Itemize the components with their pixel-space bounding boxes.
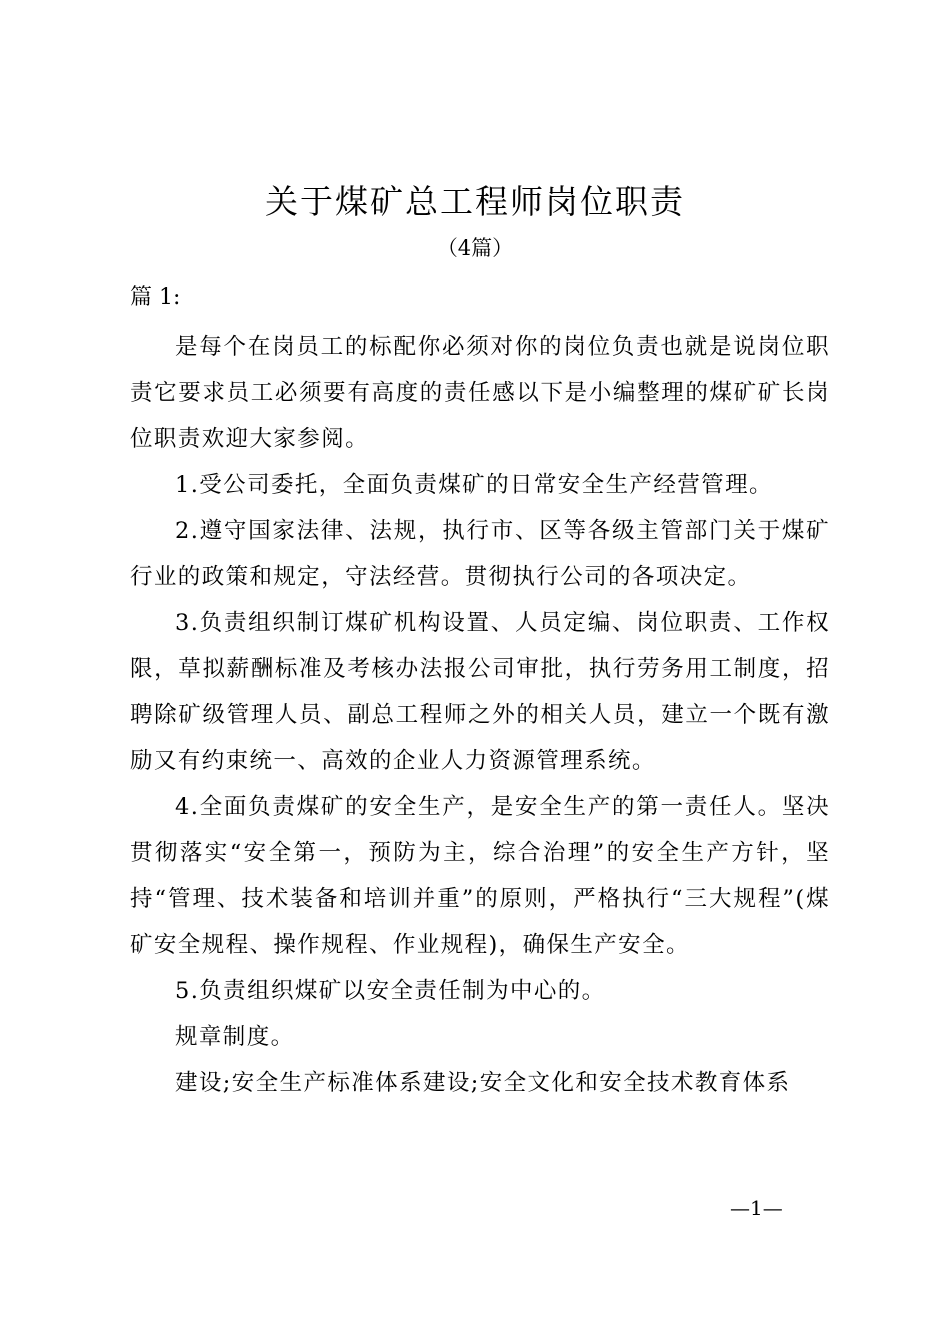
section-label: 篇 1: (130, 285, 181, 310)
paragraph-item-2: 2.遵守国家法律、法规，执行市、区等各级主管部门关于煤矿行业的政策和规定，守法经营。贯彻执行公司的各项决定。 (130, 518, 830, 590)
paragraph-intro: 是每个在岗员工的标配你必须对你的岗位负责也就是说岗位职责它要求员工必须要有高度的责任感以下是小编整理的煤矿矿长岗位职责欢迎大家参阅。 (130, 334, 830, 452)
paragraph-rules: 规章制度。 (175, 1024, 295, 1050)
paragraph-item-4: 4.全面负责煤矿的安全生产，是安全生产的第一责任人。坚决贯彻落实“安全第一，预防为主，综合治理”的安全生产方针，坚持“管理、技术装备和培训并重”的原则，严格执行“三大规程”(煤矿安全规程、操作规程、作业规程)，确保生产安全。 (130, 794, 830, 958)
paragraph-item-5: 5.负责组织煤矿以安全责任制为中心的。 (175, 978, 606, 1004)
paragraph-item-1: 1.受公司委托，全面负责煤矿的日常安全生产经营管理。 (175, 472, 773, 498)
document-subtitle: （4篇） (436, 236, 514, 260)
document-body (130, 324, 830, 1106)
paragraph-item-3: 3.负责组织制订煤矿机构设置、人员定编、岗位职责、工作权限，草拟薪酬标准及考核办法报公司审批，执行劳务用工制度，招聘除矿级管理人员、副总工程师之外的相关人员，建立一个既有激励又有约束统一、高效的企业人力资源管理系统。 (130, 610, 830, 774)
paragraph-construction: 建设;安全生产标准体系建设;安全文化和安全技术教育体系 (175, 1070, 791, 1096)
page-number: —1— (730, 1196, 783, 1220)
document-title: 关于煤矿总工程师岗位职责 (265, 182, 685, 221)
